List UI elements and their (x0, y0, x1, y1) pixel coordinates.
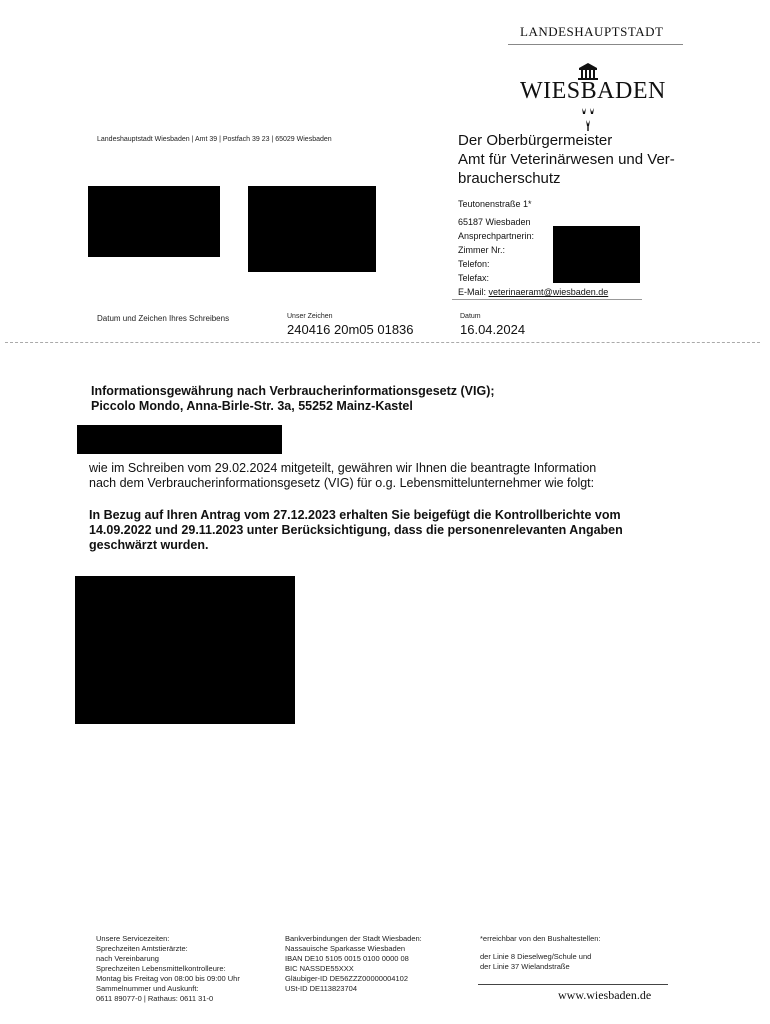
footer-divider (478, 984, 668, 985)
redacted-salutation (77, 425, 282, 454)
body-paragraph-2-line-2: 14.09.2022 und 29.11.2023 unter Berücksichtigung, dass die personenrelevanten Angaben (89, 523, 623, 537)
footer-col2-line: USt-ID DE113823704 (285, 984, 357, 993)
footer-col3-line: *erreichbar von den Bushaltestellen: (480, 934, 601, 943)
body-paragraph-2-line-1: In Bezug auf Ihren Antrag vom 27.12.2023 erhalten Sie beigefügt die Kontrollberichte vom (89, 508, 621, 522)
redacted-recipient-address (248, 186, 376, 272)
body-paragraph-1-line-1: wie im Schreiben vom 29.02.2024 mitgeteilt, gewähren wir Ihnen die beantragte Information (89, 461, 597, 475)
date-label: Datum (460, 313, 481, 320)
footer-col1-line: 0611 89077-0 | Rathaus: 0611 31-0 (96, 994, 214, 1003)
footer-website[interactable]: www.wiesbaden.de (558, 988, 652, 1002)
your-reference-label: Datum und Zeichen Ihres Schreibens (97, 314, 230, 323)
footer-col2-line: IBAN DE10 5105 0015 0100 0000 08 (285, 954, 409, 963)
body-paragraph-2 (89, 508, 623, 553)
footer-col2-line: Bankverbindungen der Stadt Wiesbaden: (285, 934, 422, 943)
footer-bank-details (285, 934, 422, 994)
office-city: 65187 Wiesbaden (458, 217, 531, 227)
email-label: E-Mail: (458, 287, 487, 297)
footer-service-times (96, 934, 240, 1004)
email-row (458, 285, 608, 299)
footer-col1-line: Sprechzeiten Lebensmittelkontrolleure: (96, 964, 226, 973)
redacted-contact-details (553, 226, 640, 283)
body-paragraph-1-line-2: nach dem Verbraucherinformationsgesetz (VIG) für o.g. Lebensmittelunternehmer wie folgt: (89, 476, 595, 490)
redacted-signature (75, 576, 295, 724)
our-reference-value: 240416 20m05 01836 (287, 322, 414, 337)
footer-col2-line: BIC NASSDE55XXX (285, 964, 354, 973)
footer-col1-line: Sprechzeiten Amtstierärzte: (96, 944, 188, 953)
footer-col1-line: Montag bis Freitag von 08:00 bis 09:00 Uhr (96, 974, 240, 983)
footer-col2-line: Nassauische Sparkasse Wiesbaden (285, 944, 406, 953)
office-street: Teutonenstraße 1* (458, 199, 532, 209)
banner-underline (508, 44, 683, 45)
office-title: Der Oberbürgermeister (458, 132, 613, 149)
subject-line-1: Informationsgewährung nach Verbraucherinformationsgesetz (VIG); (91, 384, 495, 398)
date-value: 16.04.2024 (460, 322, 526, 337)
footer-col1-line: Unsere Servicezeiten: (96, 934, 170, 943)
email-link[interactable]: veterinaeramt@wiesbaden.de (488, 287, 609, 297)
city-banner: LANDESHAUPTSTADT (520, 24, 664, 39)
department-line-2: braucherschutz (458, 170, 561, 187)
body-paragraph-2-line-3: geschwärzt wurden. (89, 538, 209, 552)
footer-col1-line: Sammelnummer und Auskunft: (96, 984, 199, 993)
our-reference-label: Unser Zeichen (287, 313, 333, 320)
contact-label: Ansprechpartnerin: (458, 231, 535, 241)
reference-divider (5, 342, 760, 343)
footer-col2-line: Gläubiger-ID DE56ZZZ00000004102 (285, 974, 408, 983)
department-line-1: Amt für Veterinärwesen und Ver- (458, 151, 675, 168)
subject-line-2: Piccolo Mondo, Anna-Birle-Str. 3a, 55252 Mainz-Kastel (91, 399, 413, 413)
footer-col1-line: nach Vereinbarung (96, 954, 159, 963)
footer-col3-line: der Linie 8 Dieselweg/Schule und (480, 952, 592, 961)
redacted-recipient-name (88, 186, 220, 257)
phone-label: Telefon: (458, 259, 490, 269)
office-divider (452, 299, 642, 300)
footer-col3-line: der Linie 37 Wielandstraße (480, 962, 570, 971)
fax-label: Telefax: (458, 273, 490, 283)
body-paragraph-1 (89, 461, 596, 491)
footer-bus-stops (480, 934, 601, 972)
room-label: Zimmer Nr.: (458, 245, 505, 255)
sender-return-line: Landeshauptstadt Wiesbaden | Amt 39 | Postfach 39 23 | 65029 Wiesbaden (97, 136, 332, 143)
city-logo-name: WIESBADEN (520, 78, 666, 104)
